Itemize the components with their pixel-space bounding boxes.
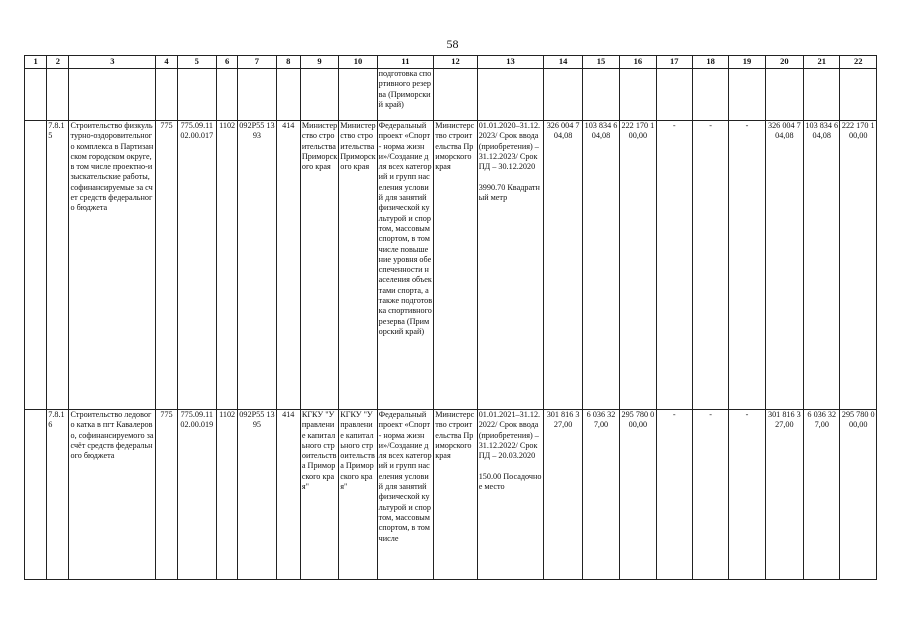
col-header: 4: [156, 56, 177, 69]
page-number: 58: [446, 37, 459, 51]
amount-19: -: [729, 121, 765, 410]
col-header: 9: [300, 56, 338, 69]
col-header: 8: [276, 56, 300, 69]
expense-type: 414: [276, 410, 300, 580]
developer: КГКУ "Управление капитального строительства Приморского края": [339, 410, 377, 580]
goal-cell: подготовка спортивного резерва (Приморский край): [377, 69, 434, 121]
item-number: 7.8.16: [47, 410, 69, 580]
expense-type: 414: [276, 121, 300, 410]
customer: КГКУ "Управление капитального строительства Приморского края": [300, 410, 338, 580]
amount-regional: 103 834 604,08: [582, 121, 619, 410]
amount-20: 326 004 704,08: [765, 121, 803, 410]
col-header: 10: [339, 56, 377, 69]
col-header: 17: [656, 56, 692, 69]
target-article: 092P55 1395: [238, 410, 276, 580]
responsible-body: Министерство строительства Приморского края: [434, 410, 477, 580]
project-goal: Федеральный проект «Спорт - норма жизни»/Создание для всех категорий и групп населения условий для занятий физической культурой и спортом, массовым спортом, в том числе повышение уровня обеспеченности населения объектами спорта, а также подготовка спортивного резерва (Приморский край): [377, 121, 434, 410]
amount-total: 326 004 704,08: [544, 121, 582, 410]
amount-17: -: [656, 410, 692, 580]
amount-19: -: [729, 410, 765, 580]
amount-18: -: [692, 121, 728, 410]
amount-22: 295 780 000,00: [840, 410, 877, 580]
section-code: 775.09.11 02.00.017: [177, 121, 216, 410]
col-header: 11: [377, 56, 434, 69]
subsection-code: 1102: [217, 121, 238, 410]
col-header: 22: [840, 56, 877, 69]
amount-17: -: [656, 121, 692, 410]
object-name: Строительство ледового катка в пгт Кавалерово, софинансируемого за счёт средств федерального бюджета: [69, 410, 156, 580]
col-header: 13: [477, 56, 544, 69]
col-header: 2: [47, 56, 69, 69]
col-header: 12: [434, 56, 477, 69]
amount-20: 301 816 327,00: [765, 410, 803, 580]
amount-21: 6 036 327,00: [804, 410, 840, 580]
col-header: 21: [804, 56, 840, 69]
responsible-body: Министерство строительства Приморского края: [434, 121, 477, 410]
register-table: [24, 55, 877, 580]
amount-total: 301 816 327,00: [544, 410, 582, 580]
column-number-row: [25, 56, 877, 69]
col-header: 16: [620, 56, 656, 69]
terms-capacity: 01.01.2021–31.12.2022/ Срок ввода (приобретения) – 31.12.2022/ Срок ПД – 20.03.2020 150.00 Посадочное место: [477, 410, 544, 580]
amount-regional: 6 036 327,00: [582, 410, 619, 580]
col-header: 18: [692, 56, 728, 69]
amount-18: -: [692, 410, 728, 580]
col-header: 20: [765, 56, 803, 69]
developer: Министерство строительства Приморского края: [339, 121, 377, 410]
section-code: 775.09.11 02.00.019: [177, 410, 216, 580]
col-header: 7: [238, 56, 276, 69]
project-goal: Федеральный проект «Спорт - норма жизни»/Создание для всех категорий и групп населения условий для занятий физической культурой и спортом, массовым спортом, в том числе: [377, 410, 434, 580]
table-row: [25, 121, 877, 410]
item-number: 7.8.15: [47, 121, 69, 410]
col-header: 6: [217, 56, 238, 69]
terms-capacity: 01.01.2020–31.12.2023/ Срок ввода (приобретения) – 31.12.2023/ Срок ПД – 30.12.2020 3990.70 Квадратный метр: [477, 121, 544, 410]
col-header: 1: [25, 56, 47, 69]
amount-22: 222 170 100,00: [840, 121, 877, 410]
grbs-code: 775: [156, 410, 177, 580]
col-header: 14: [544, 56, 582, 69]
table-row: [25, 410, 877, 580]
col-header: 19: [729, 56, 765, 69]
amount-federal: 295 780 000,00: [620, 410, 656, 580]
amount-federal: 222 170 100,00: [620, 121, 656, 410]
col-header: 15: [582, 56, 619, 69]
customer: Министерство строительства Приморского края: [300, 121, 338, 410]
col-header: 5: [177, 56, 216, 69]
target-article: 092P55 1393: [238, 121, 276, 410]
grbs-code: 775: [156, 121, 177, 410]
continuation-row: [25, 69, 877, 121]
object-name: Строительство физкультурно-оздоровительного комплекса в Партизанском городском округе, в том числе проектно-изыскательские работы, софинансируемые за счет средств федерального бюджета: [69, 121, 156, 410]
col-header: 3: [69, 56, 156, 69]
subsection-code: 1102: [217, 410, 238, 580]
amount-21: 103 834 604,08: [804, 121, 840, 410]
